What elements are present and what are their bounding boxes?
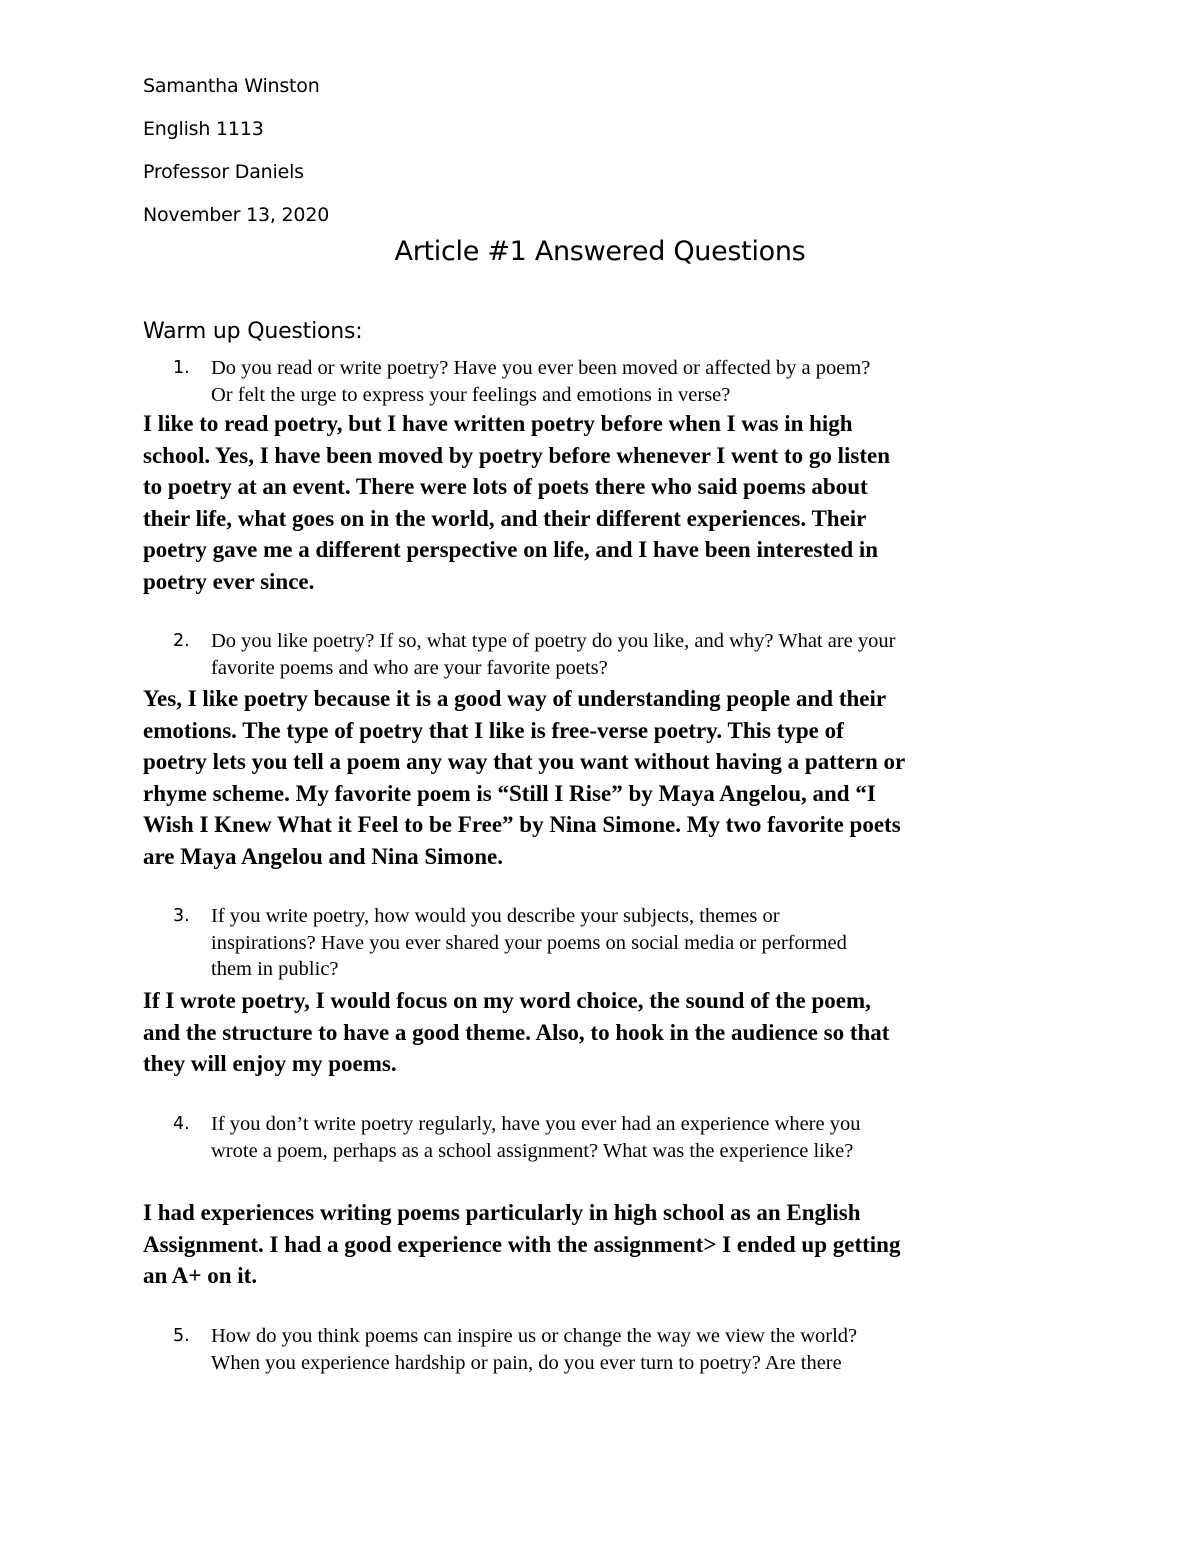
answer-text-line: they will enjoy my poems. <box>143 1051 397 1077</box>
answer-3 <box>143 985 1103 1080</box>
question-text-line: wrote a poem, perhaps as a school assignment? What was the experience like? <box>211 1139 854 1162</box>
question-number: 2. <box>173 631 190 651</box>
question-text-line: When you experience hardship or pain, do you ever turn to poetry? Are there <box>211 1351 842 1374</box>
question-number: 1. <box>173 358 190 378</box>
question-number: 4. <box>173 1114 190 1134</box>
question-text-line: If you don’t write poetry regularly, have you ever had an experience where you <box>211 1113 861 1135</box>
question-5 <box>173 1323 1073 1376</box>
question-text-line: inspirations? Have you ever shared your poems on social media or performed <box>211 931 847 954</box>
question-4 <box>173 1111 1073 1164</box>
answer-text-line: school. Yes, I have been moved by poetry before whenever I went to go listen <box>143 442 891 468</box>
answer-text-line: I had experiences writing poems particularly in high school as an English <box>143 1200 861 1225</box>
question-number: 3. <box>173 906 190 926</box>
question-text-line: favorite poems and who are your favorite poets? <box>211 656 608 679</box>
answer-text-line: to poetry at an event. There were lots of poets there who said poems about <box>143 474 868 500</box>
question-text-line: If you write poetry, how would you describe your subjects, themes or <box>211 905 780 927</box>
answer-2 <box>143 683 1103 873</box>
answer-text-line: poetry ever since. <box>143 568 315 594</box>
answer-text-line: are Maya Angelou and Nina Simone. <box>143 843 503 869</box>
answer-text-line: Wish I Knew What it Feel to be Free” by Nina Simone. My two favorite poets <box>143 812 901 838</box>
question-text-line: Do you like poetry? If so, what type of poetry do you like, and why? What are your <box>211 630 896 652</box>
answer-text-line: and the structure to have a good theme. Also, to hook in the audience so that <box>143 1019 890 1045</box>
professor-name: Professor Daniels <box>143 161 304 183</box>
question-text-line: How do you think poems can inspire us or change the way we view the world? <box>211 1325 858 1347</box>
question-text-line: Or felt the urge to express your feelings and emotions in verse? <box>211 383 731 406</box>
document-date: November 13, 2020 <box>143 204 330 226</box>
answer-text-line: rhyme scheme. My favorite poem is “Still I Rise” by Maya Angelou, and “I <box>143 780 876 806</box>
question-3 <box>173 903 1073 983</box>
section-heading: Warm up Questions: <box>143 319 363 344</box>
document-title: Article #1 Answered Questions <box>394 236 806 267</box>
answer-text-line: an A+ on it. <box>143 1263 258 1289</box>
answer-text-line: I like to read poetry, but I have written poetry before when I was in high <box>143 411 853 436</box>
answer-text-line: Yes, I like poetry because it is a good way of understanding people and their <box>143 686 887 711</box>
question-number: 5. <box>173 1326 190 1346</box>
course-name: English 1113 <box>143 118 264 140</box>
question-2 <box>173 628 1073 681</box>
answer-text-line: emotions. The type of poetry that I like is free-verse poetry. This type of <box>143 717 844 743</box>
question-text-line: Do you read or write poetry? Have you ever been moved or affected by a poem? <box>211 357 871 379</box>
answer-text-line: If I wrote poetry, I would focus on my word choice, the sound of the poem, <box>143 988 871 1013</box>
answer-4 <box>143 1197 1103 1292</box>
question-text-line: them in public? <box>211 958 339 980</box>
question-1 <box>173 355 1073 408</box>
answer-text-line: poetry gave me a different perspective on life, and I have been interested in <box>143 537 879 563</box>
answer-text-line: Assignment. I had a good experience with the assignment> I ended up getting <box>143 1231 901 1257</box>
answer-1 <box>143 408 1103 598</box>
answer-text-line: their life, what goes on in the world, and their different experiences. Their <box>143 505 867 531</box>
student-name: Samantha Winston <box>143 75 320 97</box>
answer-text-line: poetry lets you tell a poem any way that you want without having a pattern or <box>143 749 906 775</box>
